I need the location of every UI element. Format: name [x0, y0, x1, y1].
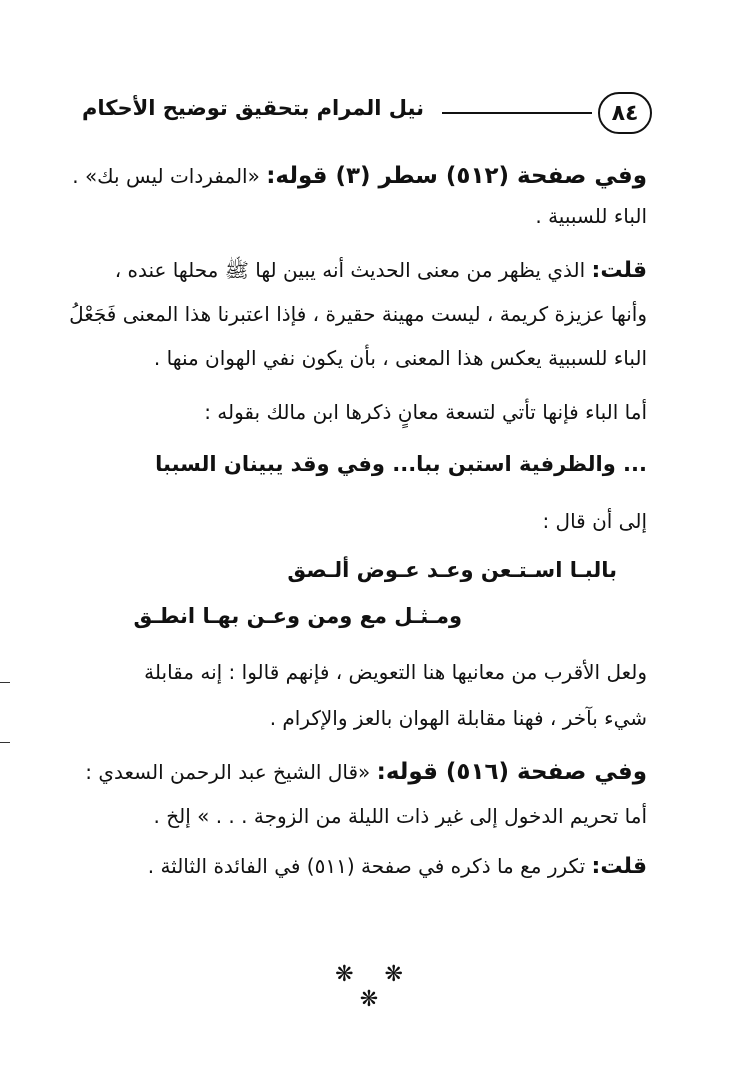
para4-line2: شيء بآخر ، فهنا مقابلة الهوان بالعز والإكرام . — [269, 706, 647, 730]
para6-line1-rest: تكرر مع ما ذكره في صفحة (٥١١) في الفائدة الثالثة . — [147, 854, 586, 878]
scan-edge-mark — [0, 742, 10, 743]
page-header — [82, 92, 652, 138]
para2-lead: قلت: — [591, 258, 647, 283]
para4-line1: ولعل الأقرب من معانيها هنا التعويض ، فإنهم قالوا : إنه مقابلة — [144, 660, 647, 684]
para2-line1 — [77, 254, 647, 287]
para1-lead: وفي صفحة (٥١٢) سطر (٣) قوله: — [266, 163, 647, 189]
section-separator: ❋ ❋ ❋ — [335, 962, 415, 1012]
para5-line1 — [77, 756, 647, 788]
para1-line2: الباء للسببية . — [535, 204, 647, 228]
verse-3: ومـثـل مع ومن وعـن بهـا انطـق — [133, 604, 462, 628]
page-number: ٨٤ — [598, 92, 652, 134]
scan-edge-mark — [0, 682, 10, 683]
para2-line3: الباء للسببية يعكس هذا المعنى ، بأن يكون نفي الهوان منها . — [153, 346, 647, 370]
verse-1: ... والظرفية استبن ببا... وفي وقد يبينان السببا — [155, 452, 647, 476]
para2-line1-rest: الذي يظهر من معنى الحديث أنه يبين لها ﷺ محلها عنده ، — [114, 258, 586, 282]
para3-line1: أما الباء فإنها تأتي لتسعة معانٍ ذكرها ابن مالك بقوله : — [204, 400, 647, 424]
para5-line1-rest: «قال الشيخ عبد الرحمن السعدي : — [85, 760, 371, 784]
para5-lead: وفي صفحة (٥١٦) قوله: — [376, 759, 647, 785]
para2-line2: وأنها عزيزة كريمة ، ليست مهينة حقيرة ، فإذا اعتبرنا هذا المعنى فَجَعْلُ — [69, 302, 647, 326]
header-rule — [442, 112, 592, 114]
para5-line2: أما تحريم الدخول إلى غير ذات الليلة من الزوجة . . . » إلخ . — [153, 804, 647, 828]
para1-line1 — [72, 160, 647, 192]
para6-line1 — [77, 850, 647, 883]
para6-lead: قلت: — [591, 854, 647, 879]
book-title: نيل المرام بتحقيق توضيح الأحكام — [82, 96, 424, 120]
verse-2: بالبـا اسـتـعن وعـد عـوض ألـصق — [287, 558, 617, 582]
para1-line1-rest: «المفردات ليس بك» . — [72, 164, 260, 188]
para3-line2: إلى أن قال : — [542, 509, 647, 533]
